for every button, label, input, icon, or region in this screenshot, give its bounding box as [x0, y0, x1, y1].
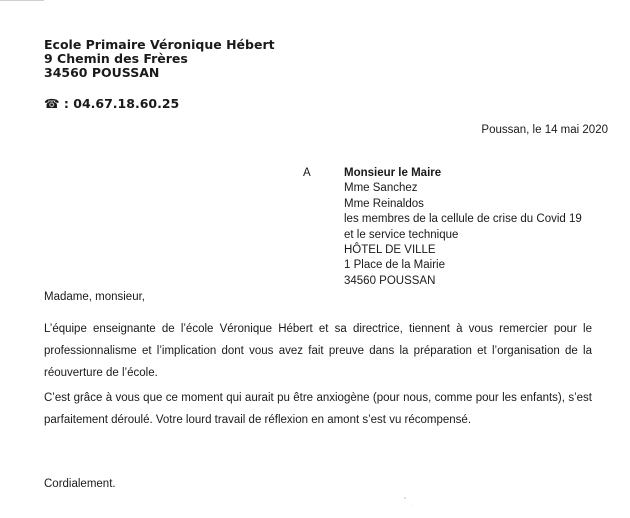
- scan-artifact: [0, 0, 44, 1]
- recipient-line: HÔTEL DE VILLE: [344, 244, 436, 257]
- recipient-marker: A: [303, 167, 311, 179]
- sender-street: 9 Chemin des Frères: [44, 51, 188, 66]
- phone-line: [44, 97, 179, 111]
- body-paragraph: L’équipe enseignante de l’école Véronique Hébert et sa directrice, tiennent à vous remercier pour le professionnalisme et l’implication dont vous avez fait preuve dans la préparation et l’organisation de la réouverture de l’école.: [44, 323, 592, 379]
- scan-speck: [404, 497, 406, 499]
- recipient-title: Monsieur le Maire: [344, 167, 442, 179]
- recipient-address-block: [344, 166, 582, 289]
- letter-date: Poussan, le 14 mai 2020: [481, 124, 608, 136]
- salutation: Madame, monsieur,: [44, 291, 145, 303]
- recipient-line: 1 Place de la Mairie: [344, 259, 445, 272]
- body-paragraph: C’est grâce à vous que ce moment qui aurait pu être anxiogène (pour nous, comme pour les enfants), s’est parfaitement déroulé. Votre lourd travail de réflexion en amont s’est vu récompensé.: [44, 392, 592, 426]
- recipient-line: Mme Reinaldos: [344, 197, 424, 210]
- recipient-line: et le service technique: [344, 228, 459, 241]
- sender-city: 34560 POUSSAN: [44, 65, 160, 80]
- scan-speck: [412, 505, 413, 506]
- closing: Cordialement.: [44, 478, 116, 490]
- recipient-line: 34560 POUSSAN: [344, 274, 436, 287]
- school-name: Ecole Primaire Véronique Hébert: [44, 37, 275, 52]
- recipient-line: Mme Sanchez: [344, 182, 418, 195]
- recipient-line: les membres de la cellule de crise du Covid 19: [344, 213, 582, 226]
- sender-address-block: [44, 38, 275, 80]
- phone-number: ☎ : 04.67.18.60.25: [44, 96, 180, 111]
